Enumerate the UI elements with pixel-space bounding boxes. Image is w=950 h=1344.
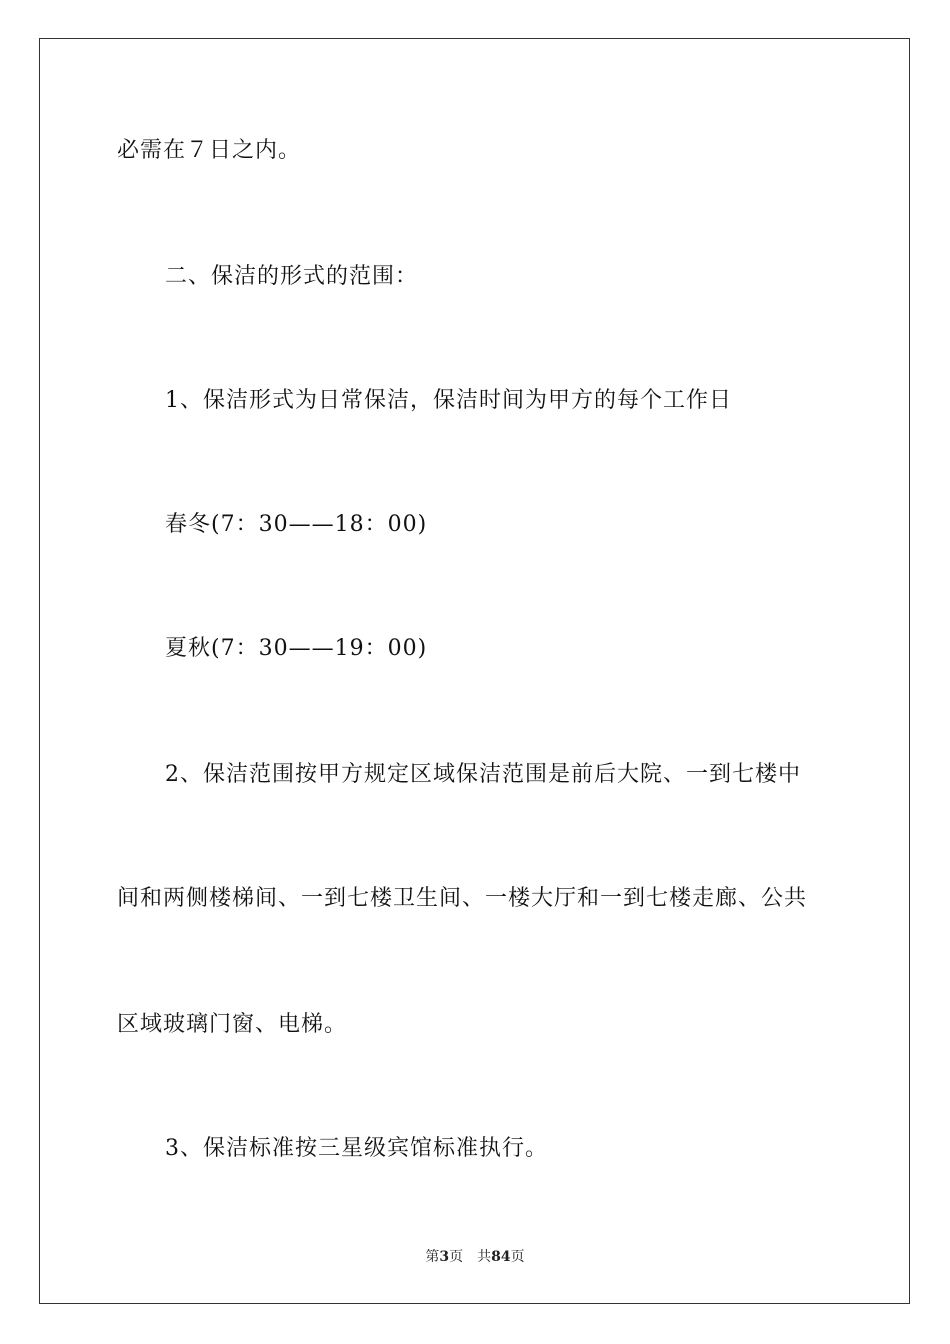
paragraph-item-1: 1、保洁形式为日常保洁，保洁时间为甲方的每个工作日 [165,388,732,413]
footer-total-suffix: 页 [510,1249,525,1265]
footer-total-pages: 84 [491,1249,511,1265]
paragraph-item-2: 2、保洁范围按甲方规定区域保洁范围是前后大院、一到七楼中 [165,762,801,787]
schedule-summer-autumn: 夏秋(7：30——19：00) [165,636,428,661]
footer-total-prefix: 共 [477,1249,492,1265]
page-footer [0,1248,950,1266]
footer-page-suffix: 页 [449,1249,464,1265]
footer-page-prefix: 第 [425,1249,440,1265]
paragraph-item-3: 3、保洁标准按三星级宾馆标准执行。 [165,1136,548,1161]
paragraph-item-2-continued: 间和两侧楼梯间、一到七楼卫生间、一楼大厅和一到七楼走廊、公共 [117,886,808,911]
schedule-spring-winter: 春冬(7：30——18：00) [165,512,428,537]
page-border [39,38,910,1304]
text-line-continuation: 必需在７日之内。 [117,138,302,163]
paragraph-item-2-end: 区域玻璃门窗、电梯。 [117,1012,348,1037]
footer-page-number: 3 [439,1249,450,1265]
section-heading: 二、保洁的形式的范围： [165,264,419,289]
